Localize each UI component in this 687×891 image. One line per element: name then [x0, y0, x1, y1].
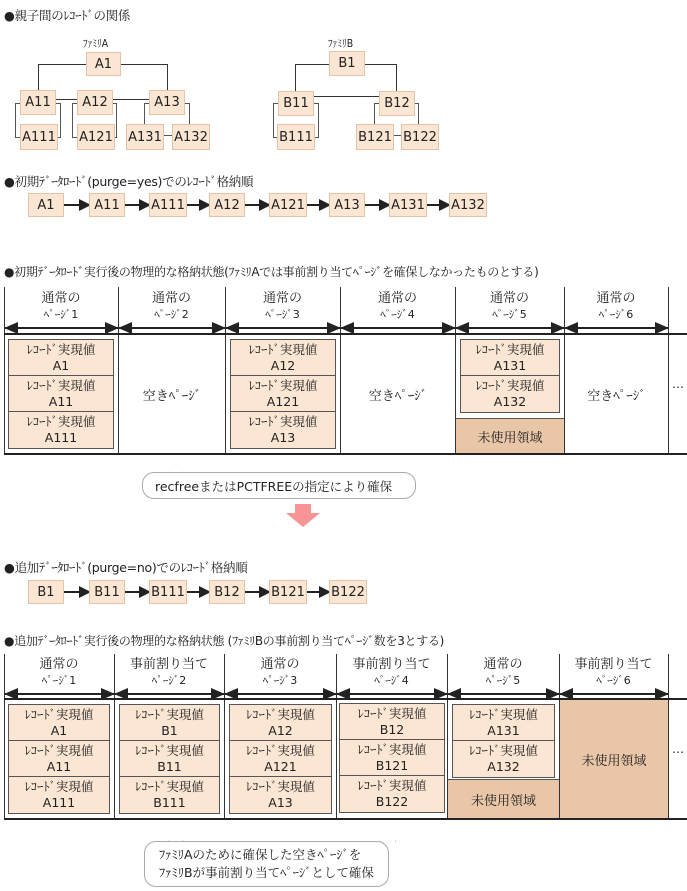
page-header: 通常の ﾍﾟｰｼﾞ2 — [151, 291, 191, 321]
callout-pointer — [168, 457, 184, 473]
unused-area: 未使用領域 — [456, 418, 564, 453]
sequence-node: B12 — [209, 580, 245, 604]
page-3 — [226, 335, 341, 453]
node-b122: B122 — [401, 124, 439, 150]
record: ﾚｺｰﾄﾞ実現値 A12 — [230, 705, 331, 741]
page-header: 通常の ﾍﾟｰｼﾞ5 — [489, 291, 529, 321]
page-span-arrow-icon — [226, 327, 340, 329]
page-1 — [4, 335, 119, 453]
record: ﾚｺｰﾄﾞ実現値 A132 — [475, 378, 545, 409]
node-a13: A13 — [149, 90, 185, 115]
callout-reserved: recfreeまたはPCTFREEの指定により確保 — [142, 472, 416, 499]
record: ﾚｺｰﾄﾞ実現値 A121 — [231, 376, 335, 412]
pages-body — [4, 698, 687, 820]
record: ﾚｺｰﾄﾞ実現値 B1 — [120, 705, 219, 741]
free-page-label: 空きﾍﾟｰｼﾞ — [368, 388, 428, 404]
record: ﾚｺｰﾄﾞ実現値 A11 — [9, 741, 109, 777]
record: ﾚｺｰﾄﾞ実現値 B121 — [340, 740, 444, 776]
initial-sequence — [28, 193, 488, 217]
page-span-arrow-icon — [565, 327, 668, 329]
additional-sequence — [28, 580, 368, 604]
page-5 — [456, 335, 565, 453]
sequence-node: A13 — [329, 193, 365, 217]
node-b11: B11 — [278, 91, 314, 116]
transition-arrow-icon — [285, 504, 321, 528]
page-header: 通常の ﾍﾟｰｼﾞ1 — [41, 291, 81, 321]
sequence-node: A111 — [149, 193, 187, 217]
page-header: 通常の ﾍﾟｰｼﾞ6 — [596, 291, 636, 321]
record: ﾚｺｰﾄﾞ実現値 A12 — [231, 340, 335, 376]
record: ﾚｺｰﾄﾞ実現値 B111 — [135, 779, 204, 810]
node-a111: A111 — [20, 124, 58, 150]
family-b-label: ﾌｧﾐﾘB — [328, 37, 354, 50]
record: ﾚｺｰﾄﾞ実現値 A1 — [9, 340, 113, 376]
page-4 — [337, 700, 448, 818]
page-span-arrow-icon — [341, 327, 455, 329]
node-b121: B121 — [356, 124, 394, 150]
node-a132: A132 — [172, 124, 210, 150]
unused-area: 未使用領域 — [581, 753, 647, 769]
sequence-arrow-icon — [365, 204, 389, 206]
page-1 — [4, 700, 115, 818]
sequence-arrow-icon — [125, 591, 149, 593]
page-span-arrow-icon — [560, 693, 668, 695]
sequence-node: A12 — [209, 193, 245, 217]
record-group — [229, 704, 332, 814]
sequence-arrow-icon — [187, 591, 209, 593]
record: ﾚｺｰﾄﾞ実現値 B11 — [120, 741, 219, 777]
callout-pointer — [380, 457, 396, 473]
page-6 — [560, 700, 669, 818]
unused-area: 未使用領域 — [448, 779, 559, 818]
free-page-label: 空きﾍﾟｰｼﾞ — [587, 388, 646, 404]
record: ﾚｺｰﾄﾞ実現値 A13 — [246, 779, 315, 810]
sequence-node: B1 — [28, 580, 64, 604]
page-span-arrow-icon — [5, 327, 118, 329]
page-2 — [115, 700, 225, 818]
record-group — [230, 339, 336, 449]
node-a1: A1 — [86, 52, 121, 76]
page-header: 事前割り当て ﾍﾟｰｼﾞ6 — [574, 657, 653, 687]
sequence-node: A121 — [269, 193, 307, 217]
record-group — [8, 704, 110, 814]
page-span-arrow-icon — [119, 327, 225, 329]
page-2 — [119, 335, 226, 453]
page-span-arrow-icon — [115, 693, 224, 695]
page-header: 通常の ﾍﾟｰｼﾞ3 — [260, 657, 300, 687]
callout-line: ﾌｧﾐﾘAのために確保した空きﾍﾟｰｼﾞを — [159, 847, 362, 862]
sequence-arrow-icon — [64, 204, 89, 206]
node-a12: A12 — [77, 90, 113, 115]
node-a121: A121 — [77, 124, 115, 150]
callout-family-b-preallocation — [144, 841, 389, 887]
page-span-arrow-icon — [448, 693, 559, 695]
record: ﾚｺｰﾄﾞ実現値 A131 — [453, 705, 554, 741]
callout-line: ﾌｧﾐﾘBが事前割り当てﾍﾟｰｼﾞとして確保 — [159, 865, 374, 880]
sequence-arrow-icon — [187, 204, 209, 206]
sequence-arrow-icon — [307, 204, 329, 206]
record: ﾚｺｰﾄﾞ実現値 A11 — [9, 376, 113, 412]
sequence-node: B122 — [329, 580, 367, 604]
page-span-arrow-icon — [225, 693, 336, 695]
page-span-arrow-icon — [456, 327, 564, 329]
node-a131: A131 — [126, 124, 164, 150]
record: ﾚｺｰﾄﾞ実現値 A111 — [24, 779, 94, 810]
page-header: 事前割り当て ﾍﾟｰｼﾞ4 — [352, 657, 431, 687]
page-header: 事前割り当て ﾍﾟｰｼﾞ2 — [129, 657, 208, 687]
sequence-arrow-icon — [427, 204, 449, 206]
sequence-node: B111 — [149, 580, 187, 604]
record: ﾚｺｰﾄﾞ実現値 A132 — [469, 743, 538, 774]
page-header: 通常の ﾍﾟｰｼﾞ5 — [483, 657, 523, 687]
record: ﾚｺｰﾄﾞ実現値 A1 — [9, 705, 109, 741]
pages-body — [4, 333, 687, 455]
page-6 — [565, 335, 669, 453]
initial-state-table — [4, 287, 687, 457]
page-span-arrow-icon — [337, 693, 447, 695]
sequence-arrow-icon — [245, 204, 269, 206]
family-a-label: ﾌｧﾐﾘA — [83, 37, 109, 50]
node-b12: B12 — [379, 91, 415, 116]
additional-state-table — [4, 654, 687, 824]
page-4 — [341, 335, 456, 453]
sequence-node: A11 — [89, 193, 125, 217]
page-header: 通常の ﾍﾟｰｼﾞ1 — [39, 657, 79, 687]
record-group — [339, 703, 445, 813]
sequence-arrow-icon — [307, 591, 329, 593]
record: ﾚｺｰﾄﾞ実現値 A131 — [461, 340, 559, 376]
ellipsis: … — [672, 377, 684, 391]
page-span-arrow-icon — [5, 693, 114, 695]
record: ﾚｺｰﾄﾞ実現値 B12 — [340, 704, 444, 740]
record: ﾚｺｰﾄﾞ実現値 A111 — [26, 414, 96, 445]
section-heading-relation: ●親子間のﾚｺｰﾄﾞの関係 — [4, 8, 131, 23]
page-3 — [225, 700, 337, 818]
record: ﾚｺｰﾄﾞ実現値 A13 — [248, 414, 318, 445]
record-group — [119, 704, 220, 814]
node-b111: B111 — [277, 124, 315, 150]
section-heading-initial-state: ●初期ﾃﾞｰﾀﾛｰﾄﾞ実行後の物理的な格納状態(ﾌｧﾐﾘAでは事前割り当てﾍﾟｰｼﾞを確保しなかったものとする) — [4, 265, 539, 279]
sequence-arrow-icon — [64, 591, 89, 593]
sequence-node: A132 — [449, 193, 487, 217]
page-header: 通常の ﾍﾟｰｼﾞ4 — [377, 291, 417, 321]
section-heading-additional-state: ●追加ﾃﾞｰﾀﾛｰﾄﾞ実行後の物理的な格納状態 (ﾌｧﾐﾘBの事前割り当てﾍﾟｰｼﾞ数を3とする) — [4, 634, 445, 648]
record-group — [8, 339, 114, 449]
record-group — [460, 339, 560, 413]
section-heading-additional-order: ●追加ﾃﾞｰﾀﾛｰﾄﾞ(purge=no)でのﾚｺｰﾄﾞ格納順 — [4, 560, 248, 575]
ellipsis: … — [672, 742, 684, 756]
sequence-arrow-icon — [125, 204, 149, 206]
sequence-node: A131 — [389, 193, 427, 217]
sequence-arrow-icon — [245, 591, 269, 593]
record-group — [452, 704, 555, 778]
record: ﾚｺｰﾄﾞ実現値 B122 — [357, 778, 427, 809]
sequence-node: B121 — [269, 580, 307, 604]
page-5 — [448, 700, 560, 818]
page-header: 通常の ﾍﾟｰｼﾞ3 — [262, 291, 302, 321]
sequence-node: B11 — [89, 580, 125, 604]
sequence-node: A1 — [28, 193, 64, 217]
node-a11: A11 — [20, 90, 56, 115]
node-b1: B1 — [329, 51, 365, 76]
free-page-label: 空きﾍﾟｰｼﾞ — [142, 388, 202, 404]
section-heading-initial-order: ●初期ﾃﾞｰﾀﾛｰﾄﾞ(purge=yes)でのﾚｺｰﾄﾞ格納順 — [4, 174, 254, 189]
record: ﾚｺｰﾄﾞ実現値 A121 — [230, 741, 331, 777]
